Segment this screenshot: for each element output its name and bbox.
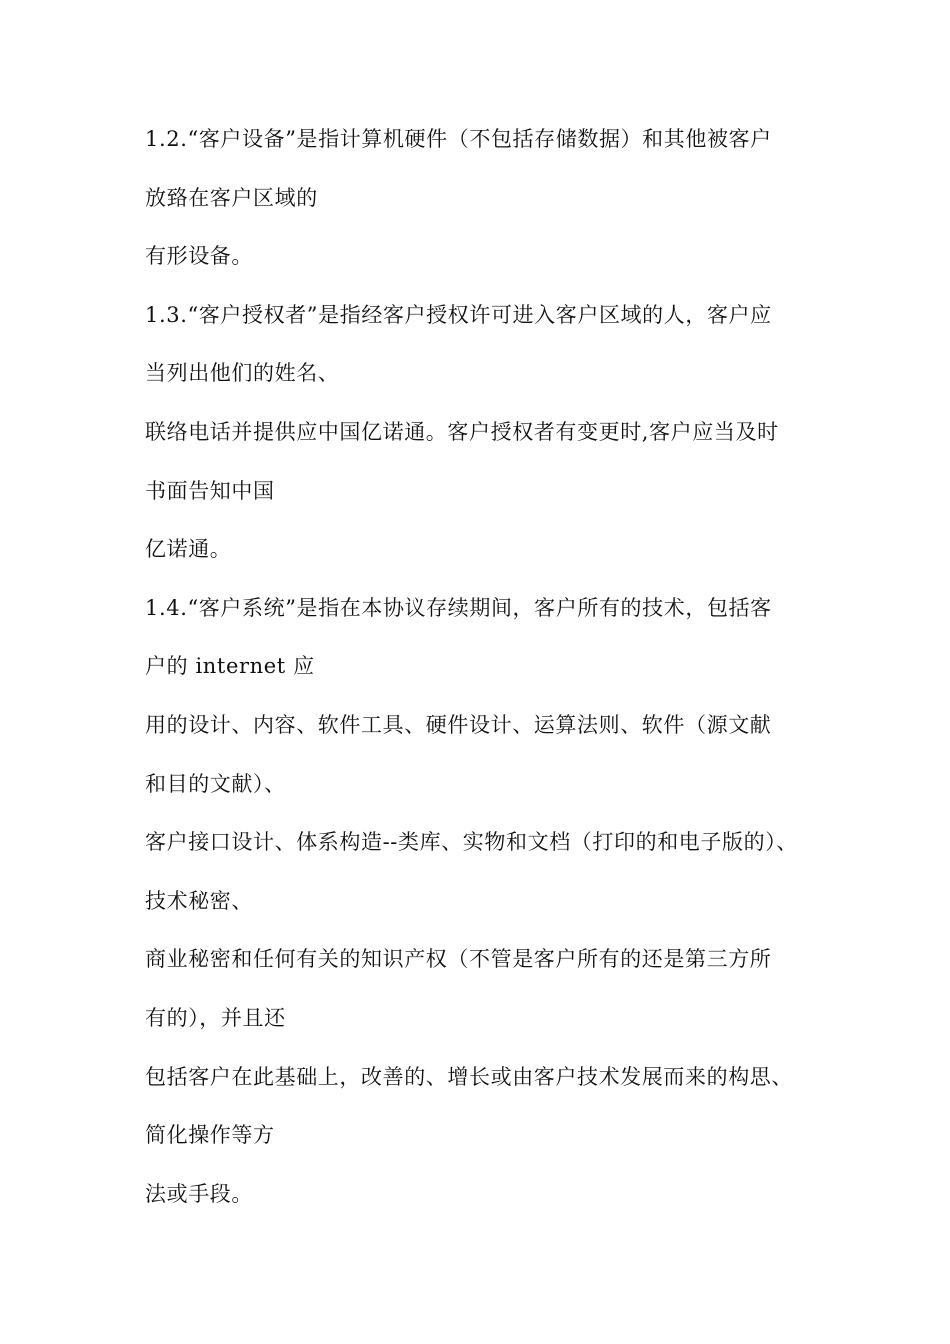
text-line: 1.2.“客户设备”是指计算机硬件（不包括存储数据）和其他被客户 [145, 127, 772, 151]
text-line: 1.3.“客户授权者”是指经客户授权许可进入客户区域的人，客户应 [145, 302, 772, 327]
text-line: 联络电话并提供应中国亿诺通。客户授权者有变更时,客户应当及时 [145, 419, 779, 444]
text-line: 当列出他们的姓名、 [145, 361, 340, 386]
text-line: 户的 internet 应 [145, 654, 315, 679]
text-line: 法或手段。 [145, 1181, 253, 1206]
document-body [145, 110, 845, 1223]
text-line: 和目的文献）、 [145, 771, 286, 796]
text-line: 包括客户在此基础上，改善的、增长或由客户技术发展而来的构思、 [145, 1064, 793, 1089]
text-line: 有形设备。 [145, 244, 253, 269]
text-line: 1.4.“客户系统”是指在本协议存续期间，客户所有的技术，包括客 [145, 595, 772, 620]
text-line: 商业秘密和任何有关的知识产权（不管是客户所有的还是第三方所 [145, 947, 772, 972]
text-line: 简化操作等方 [145, 1123, 275, 1148]
text-line: 有的），并且还 [145, 1005, 286, 1030]
text-line: 技术秘密、 [145, 888, 253, 913]
text-line: 用的设计、内容、软件工具、硬件设计、运算法则、软件（源文献 [145, 712, 772, 737]
text-line: 亿诺通。 [145, 537, 232, 562]
text-line: 书面告知中国 [145, 478, 275, 503]
text-line: 客户接口设计、体系构造--类库、实物和文档（打印的和电子版的）、 [145, 830, 798, 855]
text-line: 放臵在客户区域的 [145, 185, 318, 210]
